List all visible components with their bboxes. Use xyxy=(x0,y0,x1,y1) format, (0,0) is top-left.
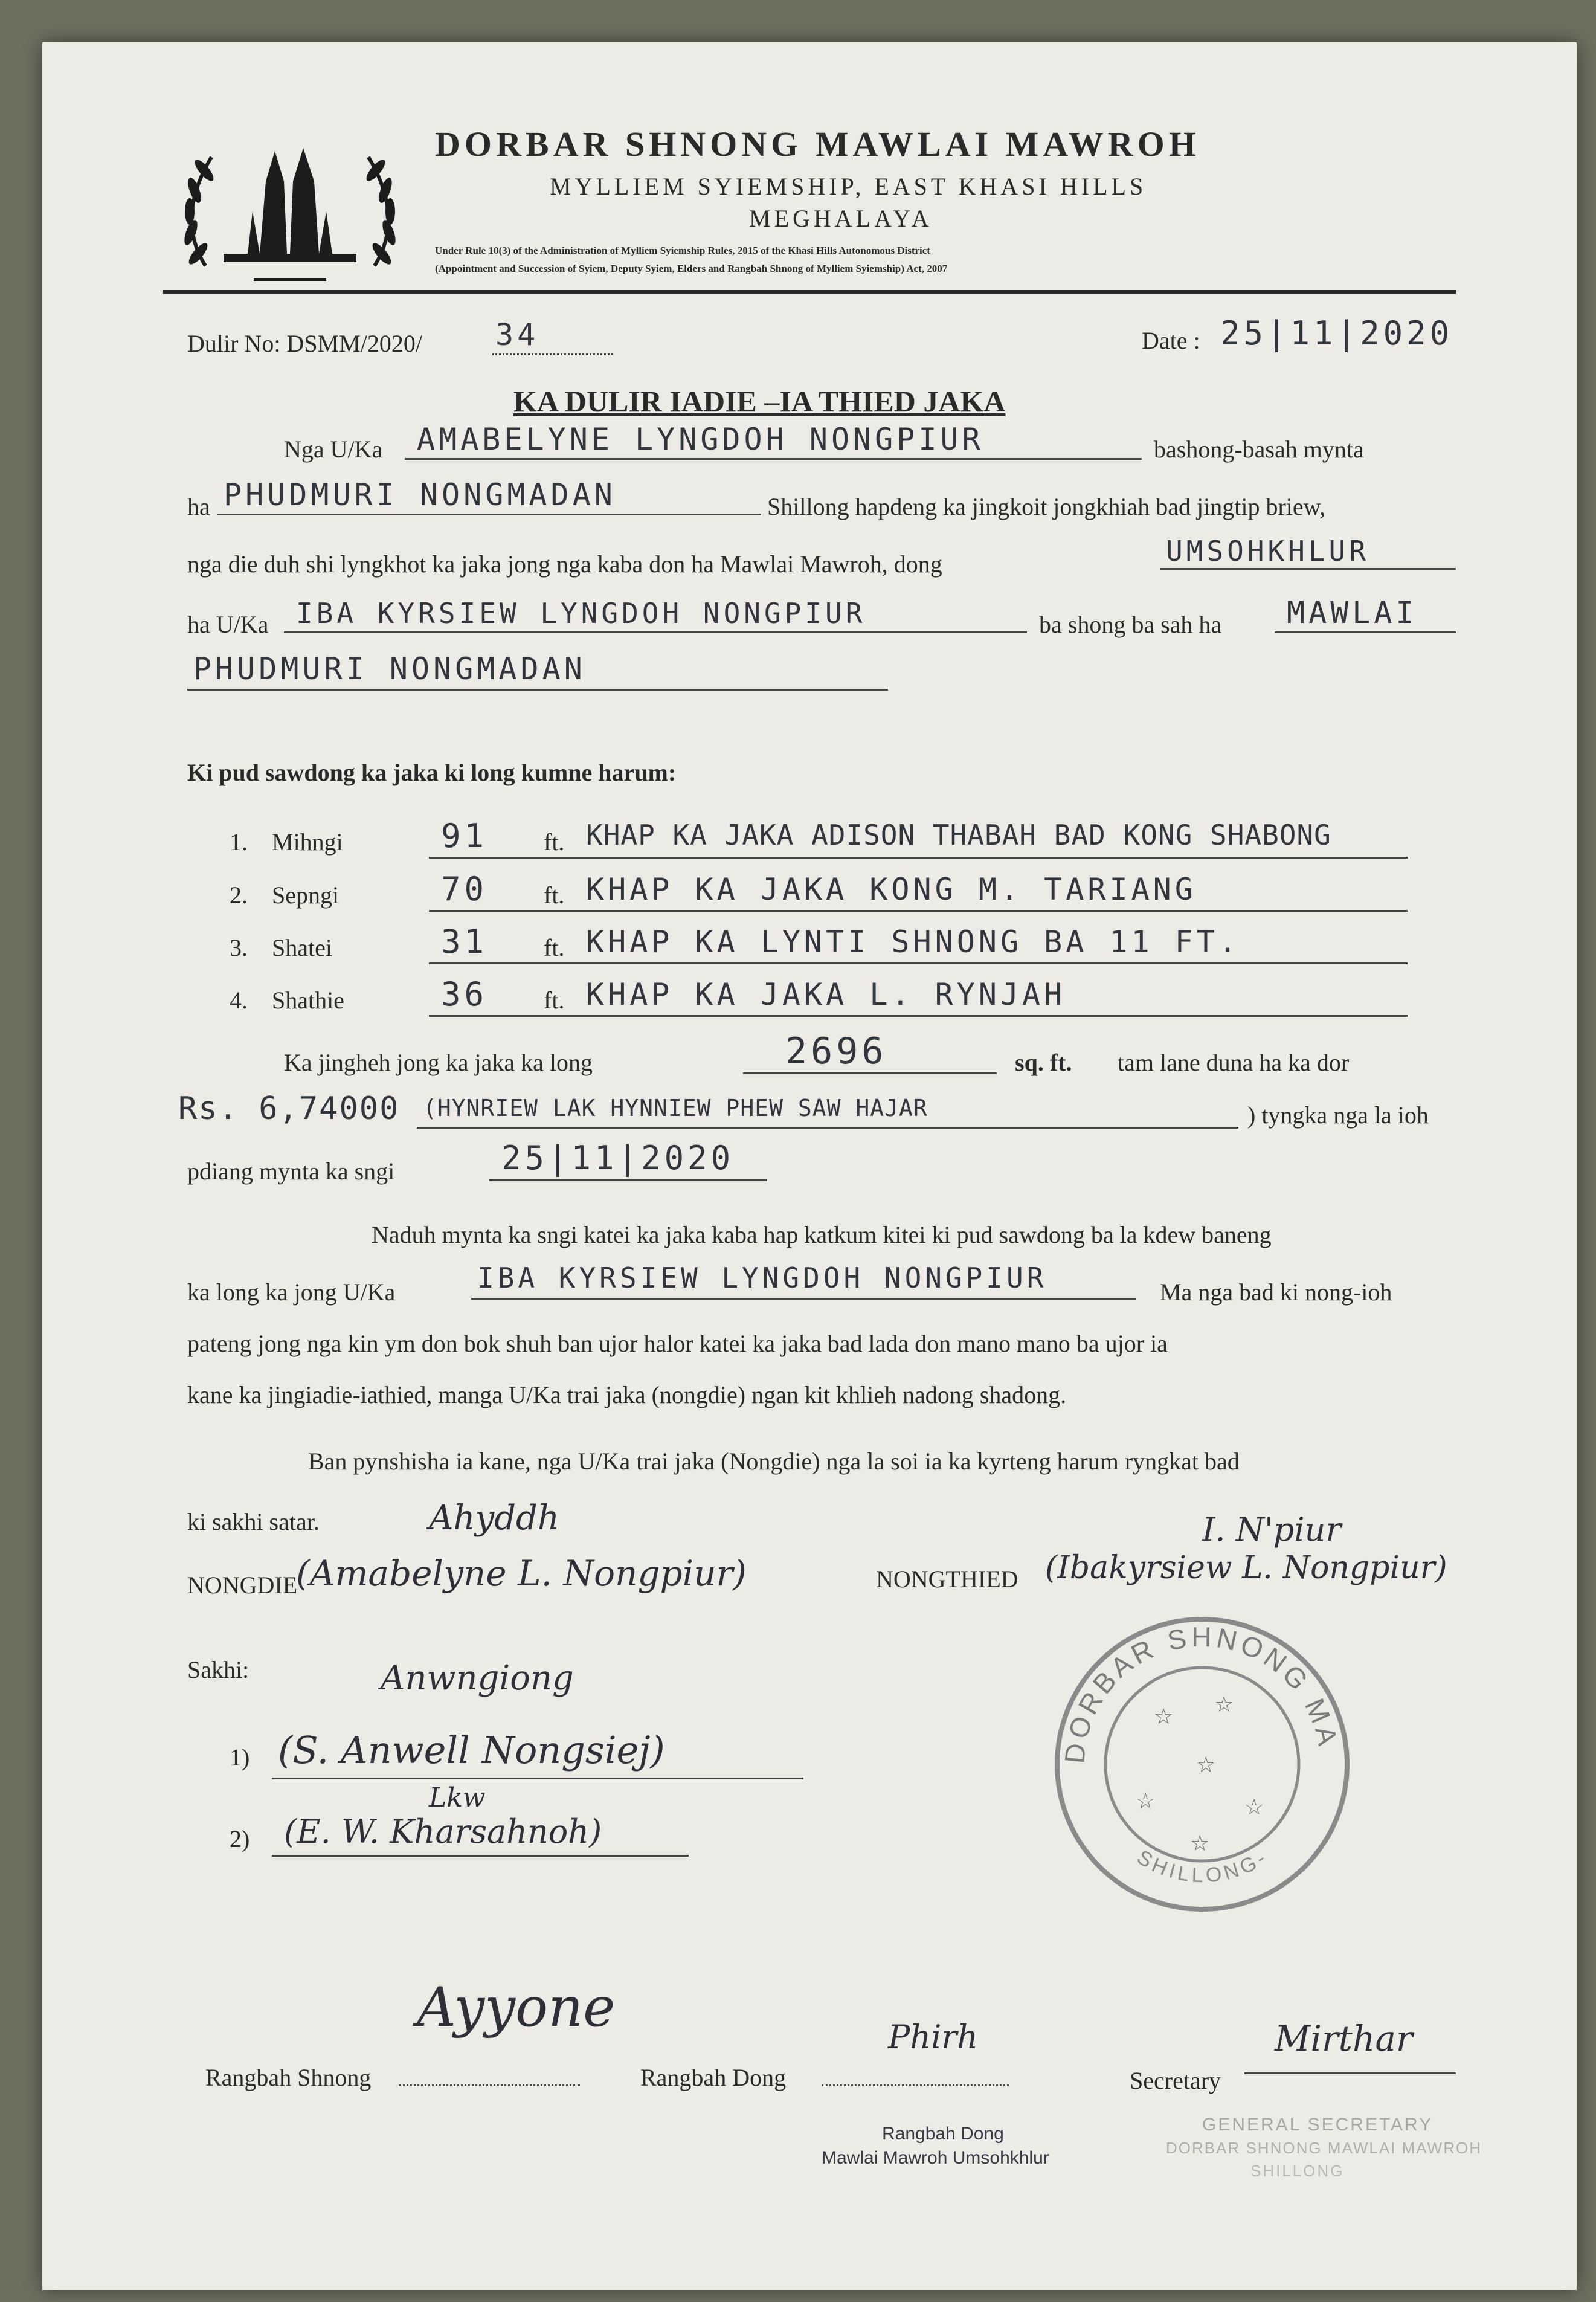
area-underline xyxy=(743,1072,997,1074)
boundary-length: 36 xyxy=(441,975,488,1013)
buyer-name-2-underline xyxy=(471,1298,1136,1300)
star-icon: ☆ xyxy=(1196,1753,1216,1777)
star-icon: ☆ xyxy=(1244,1795,1264,1819)
star-icon: ☆ xyxy=(1190,1831,1210,1855)
dulir-underline xyxy=(492,353,613,355)
boundary-num: 4. xyxy=(230,987,248,1014)
witness-1-underline xyxy=(272,1778,803,1779)
rangbah-dong-stamp-line-2: Mawlai Mawroh Umsohkhlur xyxy=(822,2148,1049,2168)
header-subtitle-2: MEGHALAYA xyxy=(749,205,933,232)
rangbah-dong-label: Rangbah Dong xyxy=(640,2064,787,2091)
buyer-name-underline xyxy=(284,631,1027,633)
header-divider xyxy=(163,290,1456,294)
area-text-4: pdiang mynta ka sngi xyxy=(187,1158,395,1185)
boundary-length: 31 xyxy=(441,923,488,961)
boundary-direction: Shatei xyxy=(272,934,332,961)
header-rule-line-2: (Appointment and Succession of Syiem, Deputy Syiem, Elders and Rangbah Shnong of Mylliem Syiemship) Act, 2007 xyxy=(435,263,948,274)
area-text-3: ) tyngka nga la ioh xyxy=(1247,1101,1429,1129)
rangbah-shnong-line xyxy=(399,2084,580,2086)
payment-date-underline xyxy=(489,1179,767,1181)
para2-line-2a: ka long ka jong U/Ka xyxy=(187,1278,396,1306)
header-title: DORBAR SHNONG MAWLAI MAWROH xyxy=(435,124,1200,164)
boundary-unit: ft. xyxy=(544,934,565,961)
area-text-1: Ka jingheh jong ka jaka ka long xyxy=(284,1049,593,1076)
rangbah-dong-line xyxy=(822,2084,1009,2086)
boundary-description: KHAP KA LYNTI SHNONG BA 11 FT. xyxy=(586,924,1241,959)
document-page xyxy=(42,42,1577,2290)
witness-2-signature: Lkw xyxy=(429,1782,486,1813)
nongdie-signature: Ahyddh xyxy=(429,1498,559,1538)
document-title: KA DULIR IADIE –IA THIED JAKA xyxy=(513,384,1006,418)
seller-locality-underline xyxy=(217,514,761,515)
rangbah-dong-stamp-line-1: Rangbah Dong xyxy=(882,2124,1004,2144)
payment-date: 25|11|2020 xyxy=(501,1139,735,1177)
boundary-num: 1. xyxy=(230,828,248,856)
buyer-locality-2: PHUDMURI NONGMADAN xyxy=(193,651,586,686)
witness-2-number: 2) xyxy=(230,1825,250,1852)
witness-1-signature: Anwngiong xyxy=(381,1659,574,1698)
ha-label: ha xyxy=(187,493,210,520)
seller-locality: PHUDMURI NONGMADAN xyxy=(224,477,616,512)
boundary-description: KHAP KA JAKA ADISON THABAH BAD KONG SHABONG xyxy=(586,819,1331,851)
boundary-direction: Sepngi xyxy=(272,882,339,909)
rangbah-shnong-signature: Ayyone xyxy=(417,1976,616,2039)
boundary-description: KHAP KA JAKA L. RYNJAH xyxy=(586,977,1066,1012)
boundary-direction: Shathie xyxy=(272,987,344,1014)
para2-line-4: kane ka jingiadie-iathied, manga U/Ka trai jaka (nongdie) ngan kit khlieh nadong shadong. xyxy=(187,1381,1067,1408)
star-icon: ☆ xyxy=(1136,1789,1156,1813)
dong-underline xyxy=(1160,568,1456,570)
star-icon: ☆ xyxy=(1214,1692,1234,1717)
rangbah-dong-signature: Phirh xyxy=(888,2018,978,2056)
nongthied-label: NONGTHIED xyxy=(876,1565,1018,1593)
area-text-2: tam lane duna ha ka dor xyxy=(1118,1049,1350,1076)
nongthied-signature: I. N'piur xyxy=(1202,1510,1342,1549)
boundary-unit: ft. xyxy=(544,987,565,1014)
seal-ring-text: DORBAR SHNONG MA xyxy=(1058,1620,1345,1765)
dulir-number: 34 xyxy=(495,317,539,352)
para3-line-1: Ban pynshisha ia kane, nga U/Ka trai jaka (Nongdie) nga la soi ia ka kyrteng harum ryngkat bad xyxy=(308,1448,1240,1475)
secretary-label: Secretary xyxy=(1130,2067,1221,2094)
header-subtitle-1: MYLLIEM SYIEMSHIP, EAST KHASI HILLS xyxy=(550,173,1147,200)
price-underline xyxy=(417,1127,1238,1129)
buyer-locality-1-underline xyxy=(1275,631,1456,633)
boundary-num: 3. xyxy=(230,934,248,961)
intro-text-2: nga die duh shi lyngkhot ka jaka jong nga kaba don ha Mawlai Mawroh, dong xyxy=(187,550,942,578)
seller-name-underline xyxy=(405,458,1142,460)
buyer-name-2: IBA KYRSIEW LYNGDOH NONGPIUR xyxy=(477,1262,1047,1294)
boundary-row xyxy=(42,923,1577,970)
dong-value: UMSOHKHLUR xyxy=(1166,535,1369,567)
para3-line-2: ki sakhi satar. xyxy=(187,1508,320,1535)
nongthied-name: (Ibakyrsiew L. Nongpiur) xyxy=(1045,1550,1447,1586)
svg-text:DORBAR SHNONG MAWLAI MAWROH: DORBAR SHNONG MAWLAI MAWROH xyxy=(235,266,345,272)
boundary-unit: ft. xyxy=(544,828,565,856)
date-label: Date : xyxy=(1142,327,1200,354)
header-rule-line-1: Under Rule 10(3) of the Administration of Mylliem Syiemship Rules, 2015 of the Khasi Hills Autonomous District xyxy=(435,245,930,256)
ha-uka-label: ha U/Ka xyxy=(187,611,269,638)
seal-bottom-text: SHILLONG- xyxy=(1133,1845,1273,1888)
intro-text-1: Shillong hapdeng ka jingkoit jongkhiah bad jingtip briew, xyxy=(767,493,1325,520)
dulir-label: Dulir No: DSMM/2020/ xyxy=(187,330,422,357)
witness-1-number: 1) xyxy=(230,1744,250,1771)
dorbar-logo xyxy=(163,115,417,314)
sqft-label: sq. ft. xyxy=(1015,1049,1072,1076)
secretary-line xyxy=(1244,2072,1456,2074)
boundary-row xyxy=(42,975,1577,1022)
nongdie-name: (Amabelyne L. Nongpiur) xyxy=(296,1553,747,1594)
area-value: 2696 xyxy=(785,1030,887,1072)
price-amount: Rs. 6,74000 xyxy=(178,1091,400,1127)
boundary-unit: ft. xyxy=(544,882,565,909)
witness-2-name: (E. W. Kharsahnoh) xyxy=(284,1813,602,1851)
boundary-direction: Mihngi xyxy=(272,828,343,856)
boundary-num: 2. xyxy=(230,882,248,909)
buyer-locality-1: MAWLAI xyxy=(1287,595,1418,630)
rangbah-shnong-label: Rangbah Shnong xyxy=(205,2064,372,2091)
boundary-underline xyxy=(429,962,1408,964)
secretary-stamp-line-2: DORBAR SHNONG MAWLAI MAWROH xyxy=(1166,2139,1482,2157)
para2-line-1: Naduh mynta ka sngi katei ka jaka kaba hap katkum kitei ki pud sawdong ba la kdew baneng xyxy=(372,1221,1272,1248)
intro-text-3: ba shong ba sah ha xyxy=(1039,611,1222,638)
para2-line-2b: Ma nga bad ki nong-ioh xyxy=(1160,1278,1392,1306)
witness-1-name: (S. Anwell Nongsiej) xyxy=(278,1728,665,1772)
bashong-text: bashong-basah mynta xyxy=(1154,436,1364,463)
witness-2-underline xyxy=(272,1855,689,1857)
boundary-length: 91 xyxy=(441,817,488,855)
boundary-underline xyxy=(429,857,1408,859)
boundary-length: 70 xyxy=(441,870,488,908)
buyer-locality-2-underline xyxy=(187,689,888,691)
boundary-underline xyxy=(429,1015,1408,1017)
sakhi-label: Sakhi: xyxy=(187,1656,249,1683)
svg-text:DORBAR SHNONG MAWLAI MAWROH xyxy=(1045,1607,1344,1765)
secretary-stamp-line-1: GENERAL SECRETARY xyxy=(1202,2115,1434,2135)
seller-name: AMABELYNE LYNGDOH NONGPIUR xyxy=(417,422,984,457)
boundary-underline xyxy=(429,910,1408,912)
star-icon: ☆ xyxy=(1154,1704,1174,1729)
buyer-name: IBA KYRSIEW LYNGDOH NONGPIUR xyxy=(296,597,866,630)
nga-label: Nga U/Ka xyxy=(284,436,383,463)
date-value: 25|11|2020 xyxy=(1220,314,1453,352)
secretary-signature: Mirthar xyxy=(1275,2018,1413,2059)
boundary-description: KHAP KA JAKA KONG M. TARIANG xyxy=(586,872,1197,907)
price-in-words: (HYNRIEW LAK HYNNIEW PHEW SAW HAJAR xyxy=(423,1095,928,1121)
boundary-row xyxy=(42,817,1577,864)
para2-line-3: pateng jong nga kin ym don bok shuh ban ujor halor katei ka jaka bad lada don mano mano ba ujor ia xyxy=(187,1330,1168,1357)
secretary-stamp-line-3: SHILLONG xyxy=(1250,2162,1345,2180)
boundary-row xyxy=(42,870,1577,917)
dorbar-seal xyxy=(1045,1607,1359,1921)
boundary-heading: Ki pud sawdong ka jaka ki long kumne harum: xyxy=(187,759,677,786)
nongdie-label: NONGDIE xyxy=(187,1572,298,1599)
